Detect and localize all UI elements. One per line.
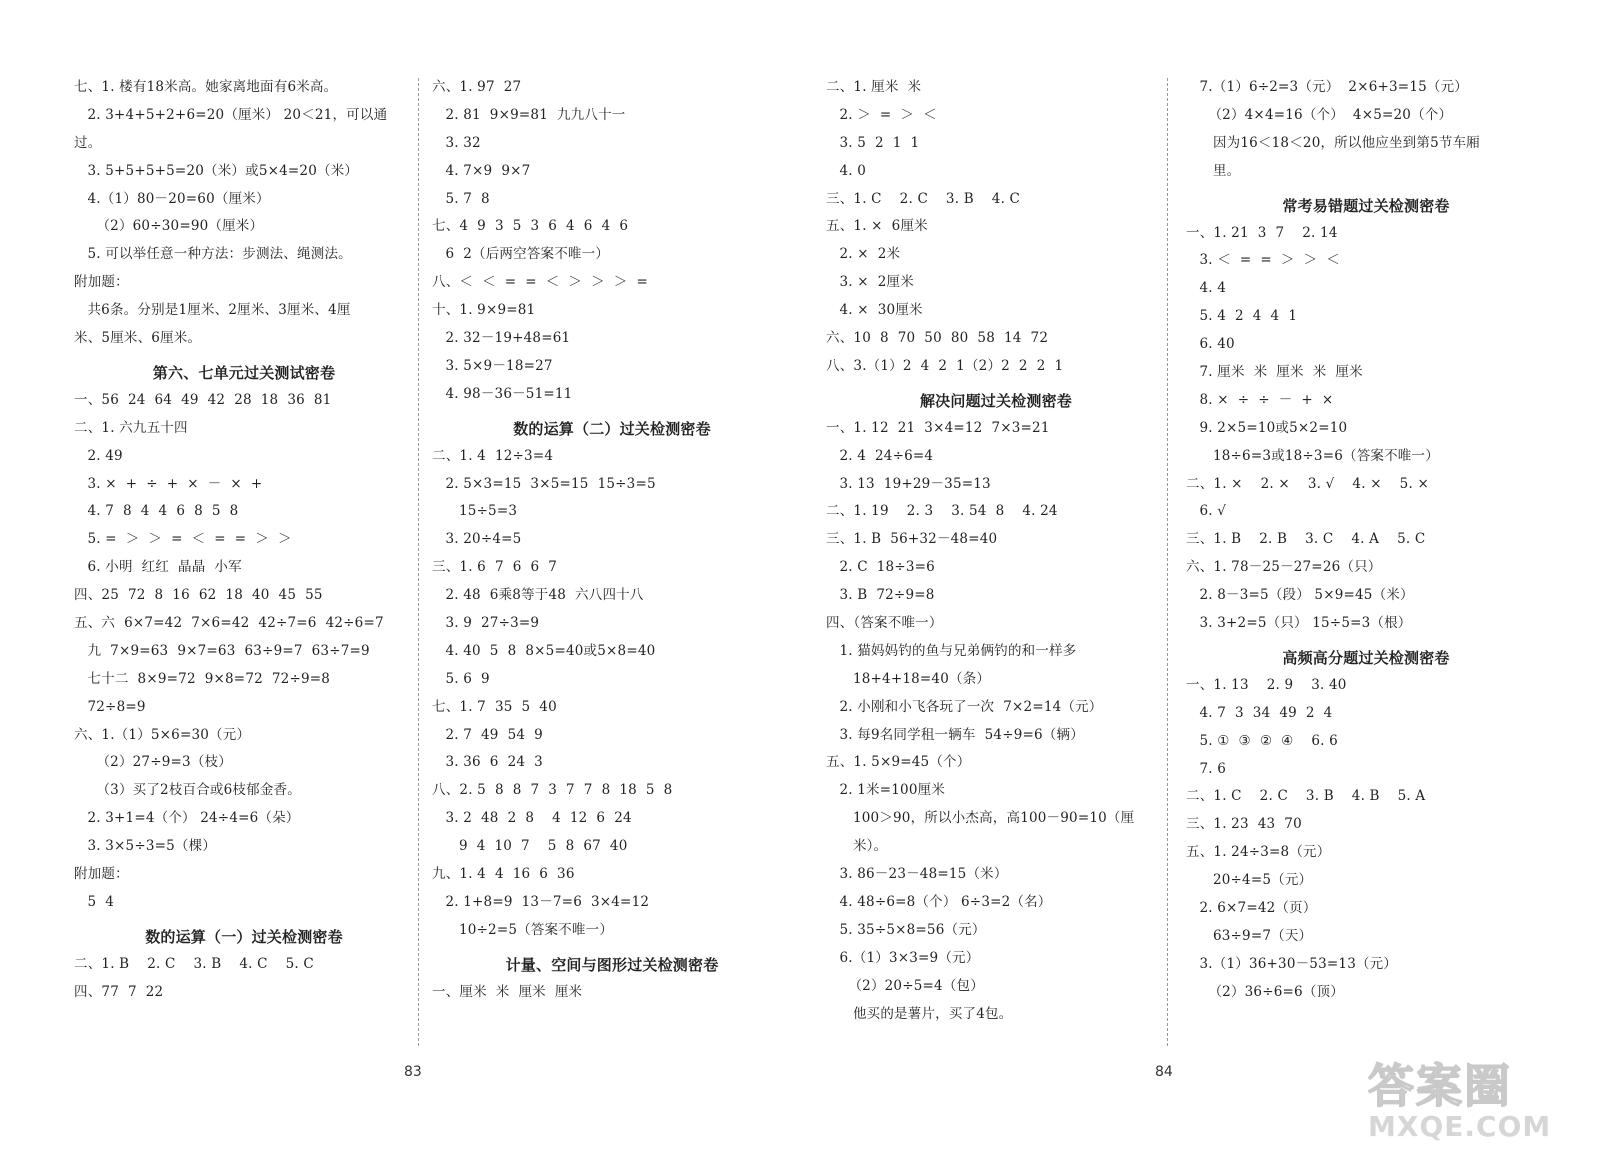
answer-line: 里。 bbox=[1186, 162, 1241, 179]
answer-line: 72÷8=9 bbox=[74, 698, 146, 715]
answer-line: 附加题： bbox=[74, 274, 129, 291]
answer-column-1 bbox=[74, 74, 414, 1007]
answer-line: 2. 3+4+5+2+6=20（厘米） 20＜21，可以通 bbox=[74, 106, 388, 123]
section-title: 计量、空间与图形过关检测密卷 bbox=[505, 955, 719, 974]
answer-line: 一、1. 13 2. 9 3. 40 bbox=[1186, 676, 1347, 693]
answer-line: 2. 32－19+48=61 bbox=[432, 330, 571, 347]
answer-line: 三、1. 6 7 6 6 7 bbox=[432, 559, 558, 576]
answer-line: 三、1. C 2. C 3. B 4. C bbox=[826, 190, 1021, 207]
answer-line: 七、1. 楼有18米高。她家离地面有6米高。 bbox=[74, 79, 338, 95]
answer-line: 20÷4=5（元） bbox=[1186, 872, 1313, 889]
answer-line: 10÷2=5（答案不唯一） bbox=[432, 921, 614, 938]
answer-line: 二、1. C 2. C 3. B 4. B 5. A bbox=[1186, 788, 1426, 805]
answer-line: 二、1. 19 2. 3 3. 54 8 4. 24 bbox=[826, 503, 1058, 520]
answer-line: 五、1. 5×9=45（个） bbox=[826, 754, 971, 771]
answer-line: 4. 7 3 34 49 2 4 bbox=[1186, 704, 1333, 721]
answer-line: 4. 98－36－51=11 bbox=[432, 385, 573, 402]
answer-line: 三、1. B 2. B 3. C 4. A 5. C bbox=[1186, 531, 1426, 548]
answer-line: 2. × 2米 bbox=[826, 246, 901, 263]
answer-line: 18+4+18=40（条） bbox=[826, 670, 991, 687]
answer-line: 五、1. 24÷3=8（元） bbox=[1186, 844, 1331, 861]
answer-line: 100＞90，所以小杰高，高100－90=10（厘 bbox=[826, 810, 1135, 827]
answer-line: 2. 5×3=15 3×5=15 15÷3=5 bbox=[432, 475, 656, 492]
answer-line: 5. 7 8 bbox=[432, 190, 490, 207]
answer-line: 3. × + ÷ + × － × + bbox=[74, 475, 263, 492]
answer-line: 5. 可以举任意一种方法：步测法、绳测法。 bbox=[74, 246, 352, 263]
page-number-right: 84 bbox=[1155, 1064, 1173, 1080]
answer-line: 四、25 72 8 16 62 18 40 45 55 bbox=[74, 587, 323, 604]
answer-line: 一、1. 21 3 7 2. 14 bbox=[1186, 224, 1338, 241]
answer-line: 2. C 18÷3=6 bbox=[826, 559, 935, 576]
answer-line: 4.（1）80－20=60（厘米） bbox=[74, 190, 270, 207]
answer-line: 2. 6×7=42（页） bbox=[1186, 900, 1317, 917]
answer-line: （3）买了2枝百合或6枝郁金香。 bbox=[74, 782, 301, 799]
answer-line: 3. 13 19+29－35=13 bbox=[826, 475, 991, 492]
answer-line: 八、3.（1）2 4 2 1（2）2 2 2 1 bbox=[826, 357, 1064, 374]
watermark-url: MXQE.COM bbox=[1368, 1110, 1552, 1143]
answer-line: 二、1. 六九五十四 bbox=[74, 419, 188, 436]
answer-line: 六、10 8 70 50 80 58 14 72 bbox=[826, 330, 1049, 347]
answer-line: 二、1. 厘米 米 bbox=[826, 79, 922, 95]
section-title: 常考易错题过关检测密卷 bbox=[1282, 196, 1450, 215]
answer-line: 5. 35÷5×8=56（元） bbox=[826, 921, 986, 938]
answer-line: 8. × ÷ ÷ － + × bbox=[1186, 391, 1334, 408]
watermark-logo: 答案圈 bbox=[1368, 1059, 1512, 1113]
answer-line: 四、（答案不唯一） bbox=[826, 615, 943, 632]
answer-line: 3. 2 48 2 8 4 12 6 24 bbox=[432, 810, 632, 827]
answer-line: 3. 每9名同学租一辆车 54÷9=6（辆） bbox=[826, 726, 1084, 743]
answer-line: 2. 8－3=5（段） 5×9=45（米） bbox=[1186, 587, 1414, 604]
answer-line: 2. 4 24÷6=4 bbox=[826, 447, 934, 464]
answer-line: 共6条。分别是1厘米、2厘米、3厘米、4厘 bbox=[74, 302, 351, 319]
answer-line: 十、1. 9×9=81 bbox=[432, 302, 536, 319]
answer-line: 五、1. × 6厘米 bbox=[826, 218, 928, 235]
answer-line: 5. 4 2 4 4 1 bbox=[1186, 308, 1298, 325]
answer-line: 3. 5×9－18=27 bbox=[432, 357, 553, 374]
section-title: 第六、七单元过关测试密卷 bbox=[152, 363, 336, 382]
section-title: 解决问题过关检测密卷 bbox=[919, 391, 1072, 410]
answer-line: 7. 厘米 米 厘米 米 厘米 bbox=[1186, 364, 1363, 381]
answer-line: （2）27÷9=3（枝） bbox=[74, 754, 232, 771]
answer-line: 2. 49 bbox=[74, 447, 123, 464]
answer-line: 4. 4 bbox=[1186, 280, 1227, 297]
answer-line: 3. B 72÷9=8 bbox=[826, 587, 935, 604]
answer-line: 3. 36 6 24 3 bbox=[432, 754, 543, 771]
answer-line: 4. 7 8 4 4 6 8 5 8 bbox=[74, 503, 239, 520]
answer-line: 四、77 7 22 bbox=[74, 983, 164, 1000]
answer-line: 米、5厘米、6厘米。 bbox=[74, 330, 202, 347]
answer-line: 三、1. B 56+32－48=40 bbox=[826, 531, 998, 548]
answer-line: 七、4 9 3 5 3 6 4 6 4 6 bbox=[432, 218, 629, 235]
answer-line: 3. 9 27÷3=9 bbox=[432, 615, 540, 632]
answer-line: （2）20÷5=4（包） bbox=[826, 977, 984, 994]
answer-line: 八、＜ ＜ = = ＜ ＞ ＞ ＞ = bbox=[432, 274, 648, 291]
answer-line: 2. 小刚和小飞各玩了一次 7×2=14（元） bbox=[826, 698, 1103, 715]
answer-column-2 bbox=[432, 74, 792, 1007]
answer-line: 6. √ bbox=[1186, 503, 1227, 520]
section-title: 数的运算（二）过关检测密卷 bbox=[513, 419, 711, 438]
answer-line: 六、1.（1）5×6=30（元） bbox=[74, 726, 251, 743]
answer-line: 5. 6 9 bbox=[432, 670, 490, 687]
answer-line: 6. 40 bbox=[1186, 336, 1235, 353]
answer-line: 二、1. B 2. C 3. B 4. C 5. C bbox=[74, 955, 314, 972]
answer-line: 3. 5 2 1 1 bbox=[826, 134, 920, 151]
answer-line: 5. ① ③ ② ④ 6. 6 bbox=[1186, 732, 1338, 749]
answer-line: 3. 3+2=5（只） 15÷5=3（根） bbox=[1186, 615, 1412, 632]
answer-line: 过。 bbox=[74, 134, 102, 151]
section-title: 数的运算（一）过关检测密卷 bbox=[145, 927, 343, 946]
answer-line: 2. 1米=100厘米 bbox=[826, 782, 946, 799]
watermark bbox=[1368, 1060, 1568, 1144]
answer-line: 3. 32 bbox=[432, 134, 481, 151]
answer-line: 七十二 8×9=72 9×8=72 72÷9=8 bbox=[74, 670, 331, 687]
answer-line: 八、2. 5 8 8 7 3 7 7 8 18 5 8 bbox=[432, 782, 673, 799]
answer-line: （2）4×4=16（个） 4×5=20（个） bbox=[1186, 106, 1453, 123]
answer-line: 3. 86－23－48=15（米） bbox=[826, 866, 1008, 883]
column-divider bbox=[418, 78, 419, 1046]
answer-line: 4. 40 5 8 8×5=40或5×8=40 bbox=[432, 642, 656, 659]
answer-line: 二、1. 4 12÷3=4 bbox=[432, 447, 554, 464]
answer-line: 9 4 10 7 5 8 67 40 bbox=[432, 838, 628, 855]
answer-line: 3. 5+5+5+5=20（米）或5×4=20（米） bbox=[74, 162, 359, 179]
answer-line: 3. ＜ = = ＞ ＞ ＜ bbox=[1186, 252, 1340, 269]
answer-line: 2. ＞ = ＞ ＜ bbox=[826, 106, 937, 123]
answer-line: 63÷9=7（天） bbox=[1186, 927, 1313, 944]
answer-line: 6 2（后两空答案不唯一） bbox=[432, 246, 610, 263]
answer-line: 6. 小明 红红 晶晶 小军 bbox=[74, 559, 242, 576]
answer-column-4 bbox=[1186, 74, 1546, 1007]
page-number-left: 83 bbox=[404, 1064, 422, 1080]
answer-line: 5. = ＞ ＞ = ＜ = = ＞ ＞ bbox=[74, 531, 292, 548]
answer-line: 4. 48÷6=8（个） 6÷3=2（名） bbox=[826, 893, 1052, 910]
answer-line: 5 4 bbox=[74, 893, 115, 910]
answer-line: 18÷6=3或18÷3=6（答案不唯一） bbox=[1186, 447, 1439, 464]
answer-line: 他买的是薯片，买了4包。 bbox=[826, 1005, 1013, 1022]
answer-line: 4. 0 bbox=[826, 162, 867, 179]
answer-line: 7. 6 bbox=[1186, 760, 1227, 777]
answer-line: 六、1. 97 27 bbox=[432, 79, 522, 95]
answer-line: 2. 81 9×9=81 九九八十一 bbox=[432, 106, 626, 123]
answer-line: 九、1. 4 4 16 6 36 bbox=[432, 866, 575, 883]
answer-line: 2. 7 49 54 9 bbox=[432, 726, 543, 743]
answer-line: 2. 3+1=4（个） 24÷4=6（朵） bbox=[74, 810, 300, 827]
answer-line: 六、1. 78－25－27=26（只） bbox=[1186, 559, 1382, 576]
answer-line: 2. 1+8=9 13－7=6 3×4=12 bbox=[432, 893, 650, 910]
answer-column-3 bbox=[826, 74, 1166, 1028]
answer-line: 七、1. 7 35 5 40 bbox=[432, 698, 557, 715]
answer-line: 一、56 24 64 49 42 28 18 36 81 bbox=[74, 391, 332, 408]
answer-line: 3. × 2厘米 bbox=[826, 274, 914, 291]
section-title: 高频高分题过关检测密卷 bbox=[1282, 648, 1450, 667]
answer-line: 五、六 6×7=42 7×6=42 42÷7=6 42÷6=7 bbox=[74, 615, 384, 632]
answer-line: 7.（1）6÷2=3（元） 2×6+3=15（元） bbox=[1186, 79, 1468, 95]
answer-line: 4. × 30厘米 bbox=[826, 302, 923, 319]
column-divider bbox=[1167, 78, 1168, 1046]
answer-line: 3. 20÷4=5 bbox=[432, 531, 522, 548]
answer-line: 4. 7×9 9×7 bbox=[432, 162, 531, 179]
answer-line: 6.（1）3×3=9（元） bbox=[826, 949, 980, 966]
answer-line: 九 7×9=63 9×7=63 63÷9=7 63÷7=9 bbox=[74, 642, 370, 659]
answer-line: 一、厘米 米 厘米 厘米 bbox=[432, 983, 583, 1000]
answer-line: （2）36÷6=6（顶） bbox=[1186, 983, 1344, 1000]
answer-line: （2）60÷30=90（厘米） bbox=[74, 218, 264, 235]
answer-line: 2. 48 6乘8等于48 六八四十八 bbox=[432, 587, 644, 604]
answer-line: 9. 2×5=10或5×2=10 bbox=[1186, 419, 1348, 436]
answer-line: 一、1. 12 21 3×4=12 7×3=21 bbox=[826, 419, 1050, 436]
answer-line: 因为16＜18＜20，所以他应坐到第5节车厢 bbox=[1186, 134, 1480, 151]
answer-line: 附加题： bbox=[74, 866, 129, 883]
answer-line: 三、1. 23 43 70 bbox=[1186, 816, 1302, 833]
answer-line: 二、1. × 2. × 3. √ 4. × 5. × bbox=[1186, 475, 1429, 492]
answer-line: 1. 猫妈妈钓的鱼与兄弟俩钓的和一样多 bbox=[826, 642, 1077, 659]
answer-line: 3. 3×5÷3=5（棵） bbox=[74, 838, 217, 855]
answer-line: 3.（1）36+30－53=13（元） bbox=[1186, 955, 1398, 972]
answer-line: 米）。 bbox=[826, 838, 888, 855]
answer-line: 15÷5=3 bbox=[432, 503, 518, 520]
